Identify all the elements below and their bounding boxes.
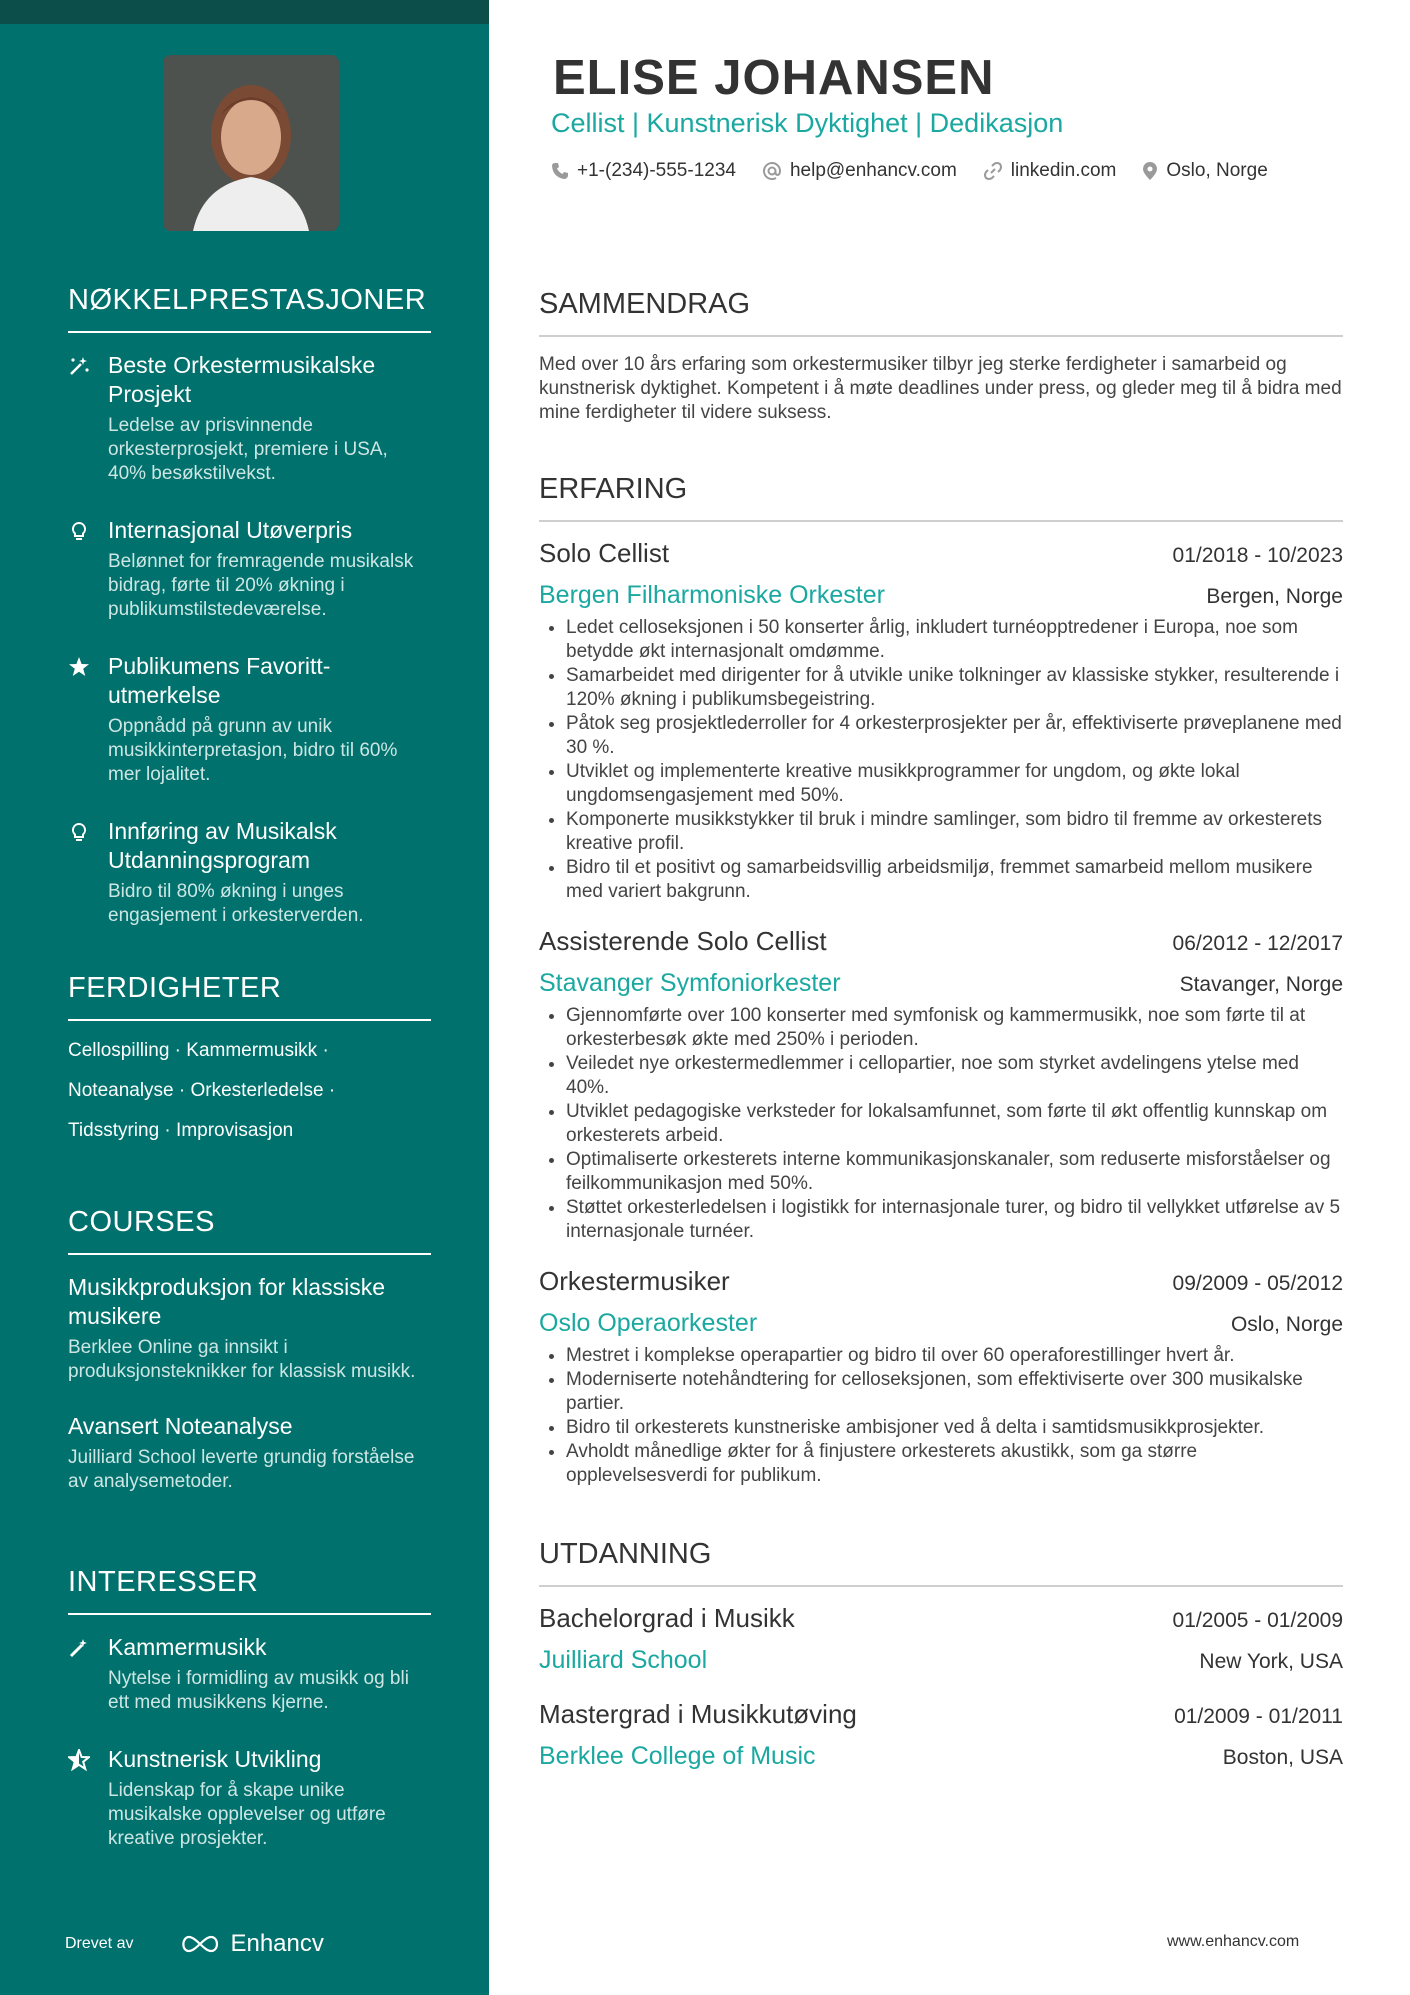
experience-section [539, 473, 1343, 1510]
linkedin-text: linkedin.com [1010, 160, 1117, 181]
interest-desc: Nytelse i formidling av musikk og bli ett med musikkens kjerne. [108, 1668, 409, 1713]
education-date: 01/2005 - 01/2009 [1172, 1609, 1343, 1632]
at-icon [762, 161, 782, 181]
contact-email[interactable] [762, 160, 957, 182]
job-bullet: • Gjennomførte over 100 konserter med symfonisk og kammermusikk, noe som førte til at orkesterbesøk økte med 250% i perioden. [566, 1004, 1343, 1052]
website-link[interactable]: www.enhancv.com [1167, 1933, 1300, 1950]
degree: Mastergrad i Musikkutøving [539, 1699, 857, 1729]
interest-title: Kunstnerisk Utvikling [108, 1746, 322, 1772]
interest-item [68, 1745, 431, 1851]
skills-title: FERDIGHETER [68, 972, 431, 1021]
achievement-desc: Oppnådd på grunn av unik musikkinterpretasjon, bidro til 60% mer lojalitet. [108, 716, 398, 785]
job-bullet: • Moderniserte notehåndtering for celloseksjonen, som effektiviserte over 300 musikalske partier. [566, 1368, 1343, 1416]
link-icon [983, 161, 1003, 181]
powered-by [65, 1930, 324, 1958]
job-bullet: • Utviklet og implementerte kreative musikkprogrammer for ungdom, og økte lokal ungdomsengasjement med 50%. [566, 760, 1343, 808]
course-title: Musikkproduksjon for klassiske musikere [68, 1274, 386, 1329]
profile-photo [163, 55, 339, 231]
star-half-icon [68, 1745, 108, 1851]
course-desc: Berklee Online ga innsikt i produksjonsteknikker for klassisk musikk. [68, 1337, 416, 1382]
job-location: Bergen, Norge [1206, 585, 1343, 608]
education-location: Boston, USA [1222, 1746, 1343, 1769]
interests-section [68, 1566, 431, 1881]
courses-title: COURSES [68, 1206, 431, 1255]
magic-wand-icon [68, 351, 108, 486]
job-entry [539, 926, 1343, 1244]
job-date: 09/2009 - 05/2012 [1172, 1272, 1343, 1295]
contact-phone[interactable] [551, 160, 736, 182]
experience-title: ERFARING [539, 473, 1343, 522]
achievements-section [68, 284, 431, 958]
job-title: Solo Cellist [539, 538, 670, 568]
job-bullet: • Samarbeidet med dirigenter for å utvikle unike tolkninger av klassiske stykker, resulterende i 120% økning i publikumsbegeistring. [566, 664, 1343, 712]
job-location: Stavanger, Norge [1179, 973, 1343, 996]
achievement-title: Beste Orkestermusikalske Prosjekt [108, 352, 376, 407]
job-bullet: • Påtok seg prosjektlederroller for 4 orkesterprosjekter per år, effektiviserte prøveplanene med 30 %. [566, 712, 1343, 760]
achievement-title: Publikumens Favoritt-utmerkelse [108, 653, 331, 708]
interests-title: INTERESSER [68, 1566, 431, 1615]
summary-text: Med over 10 års erfaring som orkestermusiker tilbyr jeg sterke ferdigheter i samarbeid og kunstnerisk dyktighet. Kompetent i å møte deadlines under press, og gleder meg til å bidra med mine ferdigheter til videre suksess. [539, 354, 1342, 423]
enhancv-logo[interactable] [178, 1930, 323, 1958]
achievement-item [68, 817, 431, 928]
job-bullet: • Optimaliserte orkesterets interne kommunikasjonskanaler, som reduserte misforståelser og feilkommunikasjon med 50%. [566, 1148, 1343, 1196]
job-bullet: • Støttet orkesterledelsen i logistikk for internasjonale turer, og bidro til vellykket utførelse av 5 internasjonale turnéer. [566, 1196, 1343, 1244]
achievement-title: Internasjonal Utøverpris [108, 517, 353, 543]
contact-linkedin[interactable] [983, 160, 1117, 182]
education-date: 01/2009 - 01/2011 [1174, 1705, 1343, 1728]
sidebar-top-bar [0, 0, 489, 24]
phone-text: +1-(234)-555-1234 [577, 160, 736, 181]
job-bullets [539, 1004, 1343, 1244]
job-company: Stavanger Symfoniorkester [539, 969, 841, 997]
course-item [68, 1412, 431, 1494]
course-item [68, 1273, 431, 1384]
job-date: 01/2018 - 10/2023 [1172, 544, 1343, 567]
education-section [539, 1538, 1343, 1795]
achievement-desc: Ledelse av prisvinnende orkesterprosjekt, premiere i USA, 40% besøkstilvekst. [108, 415, 388, 484]
lightbulb-icon [68, 817, 108, 928]
job-bullet: • Veiledet nye orkestermedlemmer i cellopartier, noe som styrket avdelingens ytelse med 40%. [566, 1052, 1343, 1100]
skills-line: Noteanalyse · Orkesterledelse · [68, 1080, 336, 1101]
courses-section [68, 1206, 431, 1522]
degree: Bachelorgrad i Musikk [539, 1603, 795, 1633]
skills-line: Tidsstyring · Improvisasjon [68, 1120, 294, 1141]
job-bullets [539, 616, 1343, 904]
job-bullet: • Utviklet pedagogiske verksteder for lokalsamfunnet, som førte til økt offentlig kunnskap om orkesterets arbeid. [566, 1100, 1343, 1148]
powered-by-label: Drevet av [65, 1935, 134, 1952]
course-desc: Juilliard School leverte grundig forståelse av analysemetoder. [68, 1447, 415, 1492]
candidate-name: ELISE JOHANSEN [553, 51, 995, 105]
education-entry [539, 1699, 1343, 1771]
lightbulb-icon [68, 516, 108, 622]
job-bullet: • Ledet celloseksjonen i 50 konserter årlig, inkludert turnéopptredener i Europa, noe som betydde økt internasjonalt omdømme. [566, 616, 1343, 664]
job-bullet: • Mestret i komplekse operapartier og bidro til over 60 operaforestillinger hvert år. [566, 1344, 1343, 1368]
star-icon [68, 652, 108, 787]
achievement-item [68, 516, 431, 622]
email-text: help@enhancv.com [789, 160, 957, 181]
skills-section [68, 972, 431, 1159]
location-pin-icon [1142, 161, 1158, 181]
interest-item [68, 1633, 431, 1715]
education-entry [539, 1603, 1343, 1675]
job-entry [539, 538, 1343, 904]
achievement-desc: Belønnet for fremragende musikalsk bidrag, førte til 20% økning i publikumstilstedeværelse. [108, 551, 414, 620]
achievements-title: NØKKELPRESTASJONER [68, 284, 431, 333]
education-location: New York, USA [1199, 1650, 1343, 1673]
sidebar [0, 0, 489, 1995]
school: Juilliard School [539, 1646, 708, 1674]
course-title: Avansert Noteanalyse [68, 1413, 293, 1439]
summary-title: SAMMENDRAG [539, 288, 1343, 337]
education-title: UTDANNING [539, 1538, 1343, 1587]
contact-location [1142, 160, 1267, 182]
job-company: Oslo Operaorkester [539, 1309, 758, 1337]
achievement-title: Innføring av Musikalsk Utdanningsprogram [108, 818, 337, 873]
skills-line: Cellospilling · Kammermusikk · [68, 1040, 329, 1061]
job-title: Assisterende Solo Cellist [539, 926, 827, 956]
job-bullet: • Komponerte musikkstykker til bruk i mindre samlinger, som bidro til fremme av orkesterets kreative profil. [566, 808, 1343, 856]
infinity-icon [178, 1933, 222, 1955]
summary-section [539, 288, 1343, 425]
job-location: Oslo, Norge [1230, 1313, 1343, 1336]
phone-icon [551, 162, 569, 180]
job-date: 06/2012 - 12/2017 [1172, 932, 1343, 955]
brand-name: Enhancv [230, 1930, 324, 1957]
interest-title: Kammermusikk [108, 1634, 267, 1660]
job-bullet: • Bidro til orkesterets kunstneriske ambisjoner ved å delta i samtidsmusikkprosjekter. [566, 1416, 1343, 1440]
job-bullets [539, 1344, 1343, 1488]
job-company: Bergen Filharmoniske Orkester [539, 581, 885, 609]
candidate-subtitle: Cellist | Kunstnerisk Dyktighet | Dedikasjon [551, 108, 1064, 138]
job-bullet: • Bidro til et positivt og samarbeidsvillig arbeidsmiljø, fremmet samarbeid mellom musikere med variert bakgrunn. [566, 856, 1343, 904]
job-bullet: • Avholdt månedlige økter for å finjustere orkesterets akustikk, som ga større opplevelsesverdi for publikum. [566, 1440, 1343, 1488]
magic-wand-icon [68, 1633, 108, 1715]
achievement-desc: Bidro til 80% økning i unges engasjement i orkesterverden. [108, 881, 364, 926]
job-title: Orkestermusiker [539, 1266, 730, 1296]
contact-row [551, 160, 1294, 182]
interest-desc: Lidenskap for å skape unike musikalske opplevelser og utføre kreative prosjekter. [108, 1780, 386, 1849]
job-entry [539, 1266, 1343, 1488]
school: Berklee College of Music [539, 1742, 816, 1770]
achievement-item [68, 351, 431, 486]
achievement-item [68, 652, 431, 787]
location-text: Oslo, Norge [1166, 160, 1268, 181]
